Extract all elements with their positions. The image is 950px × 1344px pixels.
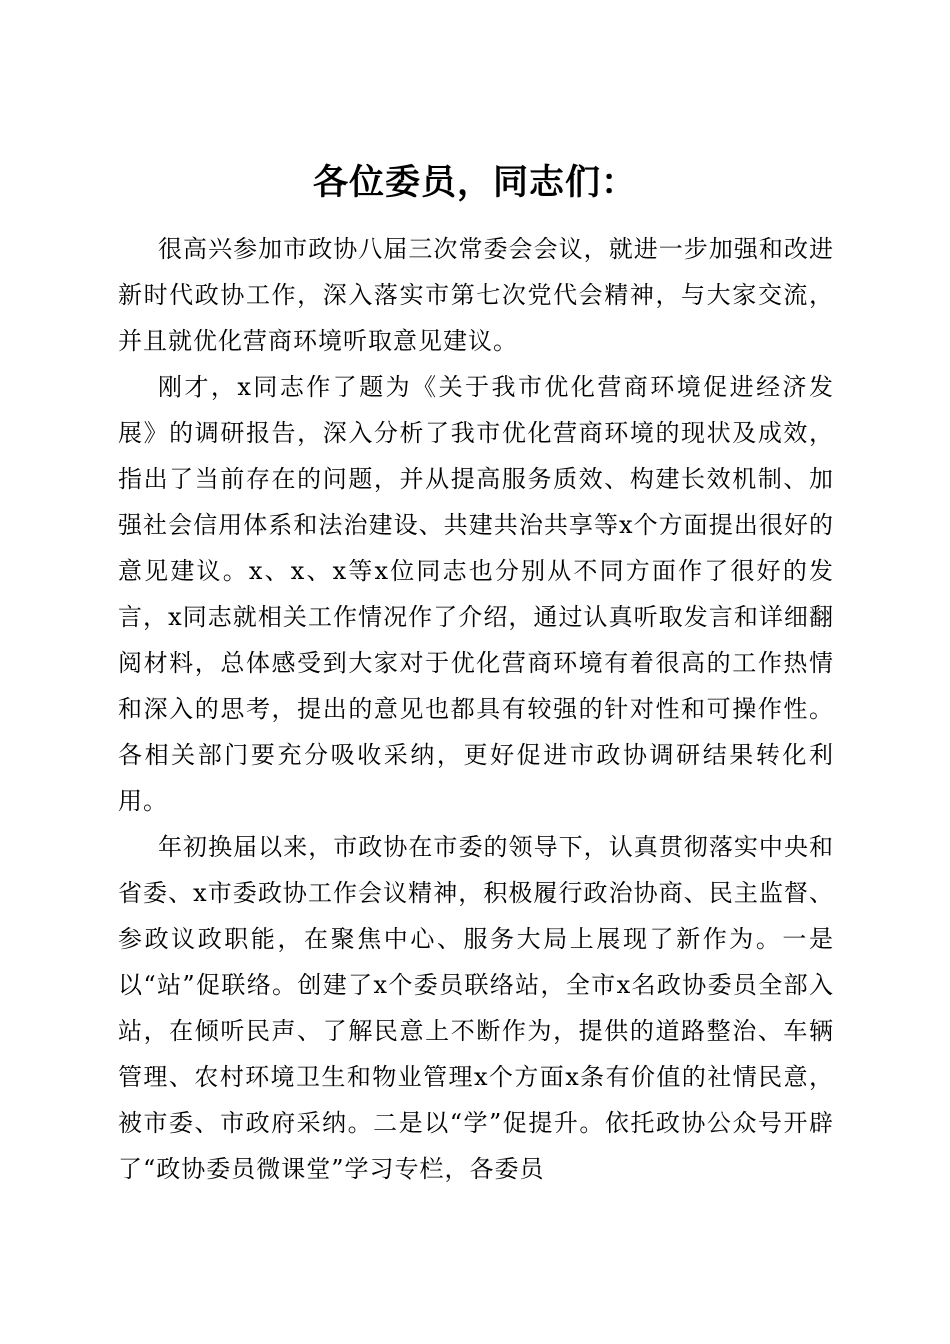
document-body — [118, 226, 834, 1192]
paragraph-work-review: 年初换届以来，市政协在市委的领导下，认真贯彻落实中央和省委、x市委政协工作会议精神，积极履行政治协商、民主监督、参政议政职能，在聚焦中心、服务大局上展现了新作为。一是以“站”促联络。创建了x个委员联络站，全市x名政协委员全部入站，在倾听民声、了解民意上不断作为，提供的道路整治、车辆管理、农村环境卫生和物业管理x个方面x条有价值的社情民意，被市委、市政府采纳。二是以“学”促提升。依托政协公众号开辟了“政协委员微课堂”学习专栏，各委员 — [118, 833, 834, 1183]
paragraph-report-summary: 刚才，x同志作了题为《关于我市优化营商环境促进经济发展》的调研报告，深入分析了我市优化营商环境的现状及成效，指出了当前存在的问题，并从提高服务质效、构建长效机制、加强社会信用体系和法治建设、共建共治共享等x个方面提出很好的意见建议。x、x、x等x位同志也分别从不同方面作了很好的发言，x同志就相关工作情况作了介绍，通过认真听取发言和详细翻阅材料，总体感受到大家对于优化营商环境有着很高的工作热情和深入的思考，提出的意见也都具有较强的针对性和可操作性。各相关部门要充分吸收采纳，更好促进市政协调研结果转化利用。 — [118, 373, 834, 815]
page-title: 各位委员，同志们： — [312, 162, 637, 204]
paragraph-opening: 很高兴参加市政协八届三次常委会会议，就进一步加强和改进新时代政协工作，深入落实市第七次党代会精神，与大家交流，并且就优化营商环境听取意见建议。 — [118, 235, 834, 355]
